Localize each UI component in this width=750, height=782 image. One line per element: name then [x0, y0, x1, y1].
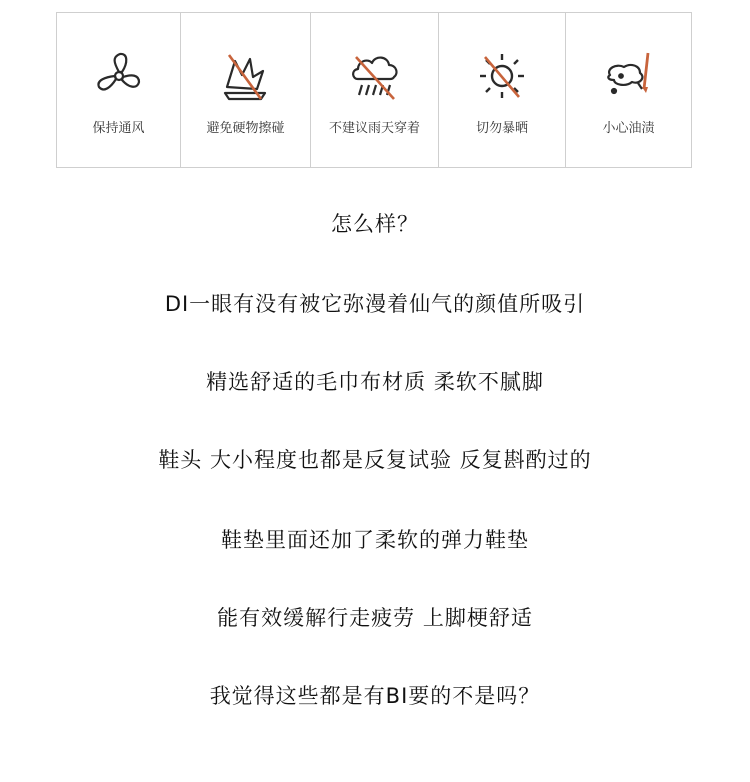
no-sun-icon: [473, 49, 531, 103]
care-label: 小心油渍: [602, 121, 655, 136]
care-item-no-rain: [311, 13, 439, 167]
text-line-7: 我觉得这些都是有BI要的不是吗？: [209, 684, 541, 708]
care-label: 避免硬物擦碰: [206, 121, 285, 136]
no-sharp-object-icon: [217, 49, 275, 103]
text-line-4: 鞋头 大小程度也都是反复试验 反复斟酌过的: [158, 448, 592, 472]
text-line-2: DI一眼有没有被它弥漫着仙气的颜值所吸引: [164, 292, 586, 316]
care-label: 不建议雨天穿着: [328, 121, 420, 136]
text-line-1: 怎么样？: [331, 212, 419, 236]
care-item-ventilate: [57, 13, 181, 167]
fan-icon: [90, 49, 148, 103]
oil-stain-icon: [600, 49, 658, 103]
care-label: 切勿暴晒: [475, 121, 528, 136]
care-label: 保持通风: [92, 121, 145, 136]
care-instructions-strip: [56, 12, 692, 168]
care-item-no-sun: [439, 13, 566, 167]
care-item-oil-stain: [566, 13, 691, 167]
text-line-3: 精选舒适的毛巾布材质 柔软不腻脚: [206, 370, 544, 394]
no-rain-icon: [346, 49, 404, 103]
text-line-5: 鞋垫里面还加了柔软的弹力鞋垫: [221, 528, 529, 552]
text-line-6: 能有效缓解行走疲劳 上脚梗舒适: [217, 606, 533, 630]
care-item-avoid-hard-objects: [181, 13, 311, 167]
